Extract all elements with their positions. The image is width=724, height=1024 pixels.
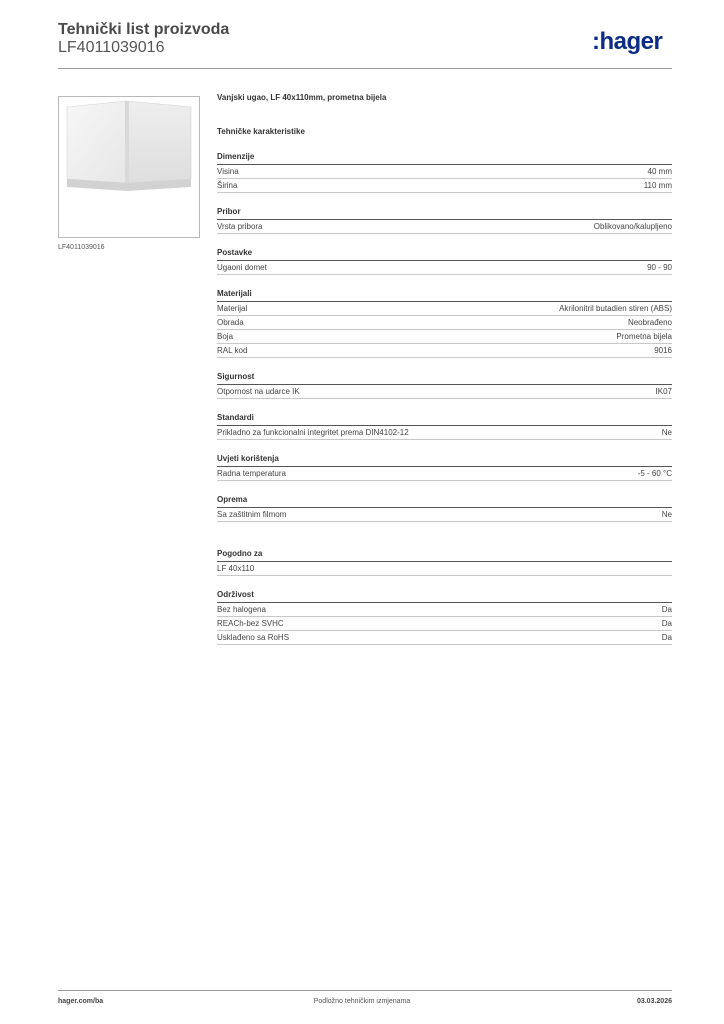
spec-value: Prometna bijela: [616, 332, 672, 341]
spec-value: 40 mm: [647, 167, 672, 176]
spec-value: 9016: [654, 346, 672, 355]
section-oprema: [217, 494, 672, 522]
section-title: Postavke: [217, 247, 672, 261]
footer-divider: [58, 990, 672, 991]
spec-label: Materijal: [217, 304, 248, 313]
footer-disclaimer: Podložno tehničkim izmjenama: [313, 998, 411, 1005]
spec-row: [217, 179, 672, 193]
specifications: [217, 92, 672, 645]
spec-label: Obrada: [217, 318, 244, 327]
spec-label: Usklađeno sa RoHS: [217, 633, 290, 642]
section-title: Pogodno za: [217, 548, 672, 562]
product-code: LF4011039016: [58, 39, 165, 56]
tech-characteristics-heading: Tehničke karakteristike: [217, 127, 305, 136]
image-caption: LF4011039016: [58, 244, 105, 251]
section-title: Sigurnost: [217, 371, 672, 385]
section-title: Materijali: [217, 288, 672, 302]
footer-date: 03.03.2026: [636, 998, 672, 1005]
spec-row: [217, 385, 672, 399]
spec-label: Otpornost na udarce IK: [217, 387, 300, 396]
product-description: Vanjski ugao, LF 40x110mm, prometna bijela: [217, 93, 387, 102]
logo-text: :hager: [592, 28, 663, 55]
section-title: Oprema: [217, 494, 672, 508]
spec-value: Da: [661, 633, 672, 642]
spec-row: [217, 631, 672, 645]
section-postavke: [217, 247, 672, 275]
spec-row: [217, 562, 672, 576]
spec-label: Sa zaštitnim filmom: [217, 510, 287, 519]
spec-value: 110 mm: [643, 181, 672, 190]
spec-label: LF 40x110: [217, 564, 255, 573]
section-title: Pribor: [217, 206, 672, 220]
spec-row: [217, 508, 672, 522]
section-title: Održivost: [217, 589, 672, 603]
spec-label: RAL kod: [217, 346, 248, 355]
corner-piece-illustration: [59, 97, 199, 237]
spec-row: [217, 617, 672, 631]
spec-label: Radna temperatura: [217, 469, 286, 478]
footer-website-link[interactable]: hager.com/ba: [58, 998, 104, 1005]
page-title: Tehnički list proizvoda: [58, 21, 230, 38]
spec-label: Bez halogena: [217, 605, 266, 614]
section-title: Standardi: [217, 412, 672, 426]
spec-row: [217, 165, 672, 179]
section-title: Uvjeti korištenja: [217, 453, 672, 467]
spec-row: [217, 426, 672, 440]
spec-value: Da: [661, 619, 672, 628]
spec-label: Visina: [217, 167, 239, 176]
spec-value: Ne: [661, 510, 672, 519]
spec-value: IK07: [655, 387, 672, 396]
spec-row: [217, 330, 672, 344]
section-title: Dimenzije: [217, 151, 672, 165]
spec-value: Neobrađeno: [627, 318, 672, 327]
spec-label: REACh-bez SVHC: [217, 619, 284, 628]
spec-label: Ugaoni domet: [217, 263, 267, 272]
section-sigurnost: [217, 371, 672, 399]
hager-logo: [592, 28, 674, 56]
section-odrzivost: [217, 589, 672, 645]
spec-value: Ne: [661, 428, 672, 437]
spec-row: [217, 261, 672, 275]
spec-row: [217, 603, 672, 617]
spec-label: Vrsta pribora: [217, 222, 263, 231]
spec-value: Akrilonitril butadien stiren (ABS): [559, 304, 672, 313]
section-dimenzije: [217, 151, 672, 193]
section-materijali: [217, 288, 672, 358]
spec-value: -5 - 60 °C: [637, 469, 672, 478]
spec-row: [217, 316, 672, 330]
header-divider: [58, 68, 672, 69]
section-pribor: [217, 206, 672, 234]
spec-row: [217, 467, 672, 481]
product-image: [58, 96, 200, 238]
spec-label: Prikladno za funkcionalni integritet prema DIN4102-12: [217, 428, 409, 437]
section-standardi: [217, 412, 672, 440]
spec-value: Da: [661, 605, 672, 614]
spec-row: [217, 302, 672, 316]
section-pogodno-za: [217, 548, 672, 576]
spec-label: Boja: [217, 332, 234, 341]
section-uvjeti-koristenja: [217, 453, 672, 481]
spec-value: Oblikovano/kalupljeno: [593, 222, 672, 231]
spec-value: 90 - 90: [647, 263, 672, 272]
spec-row: [217, 344, 672, 358]
spec-row: [217, 220, 672, 234]
spec-label: Širina: [217, 181, 238, 190]
